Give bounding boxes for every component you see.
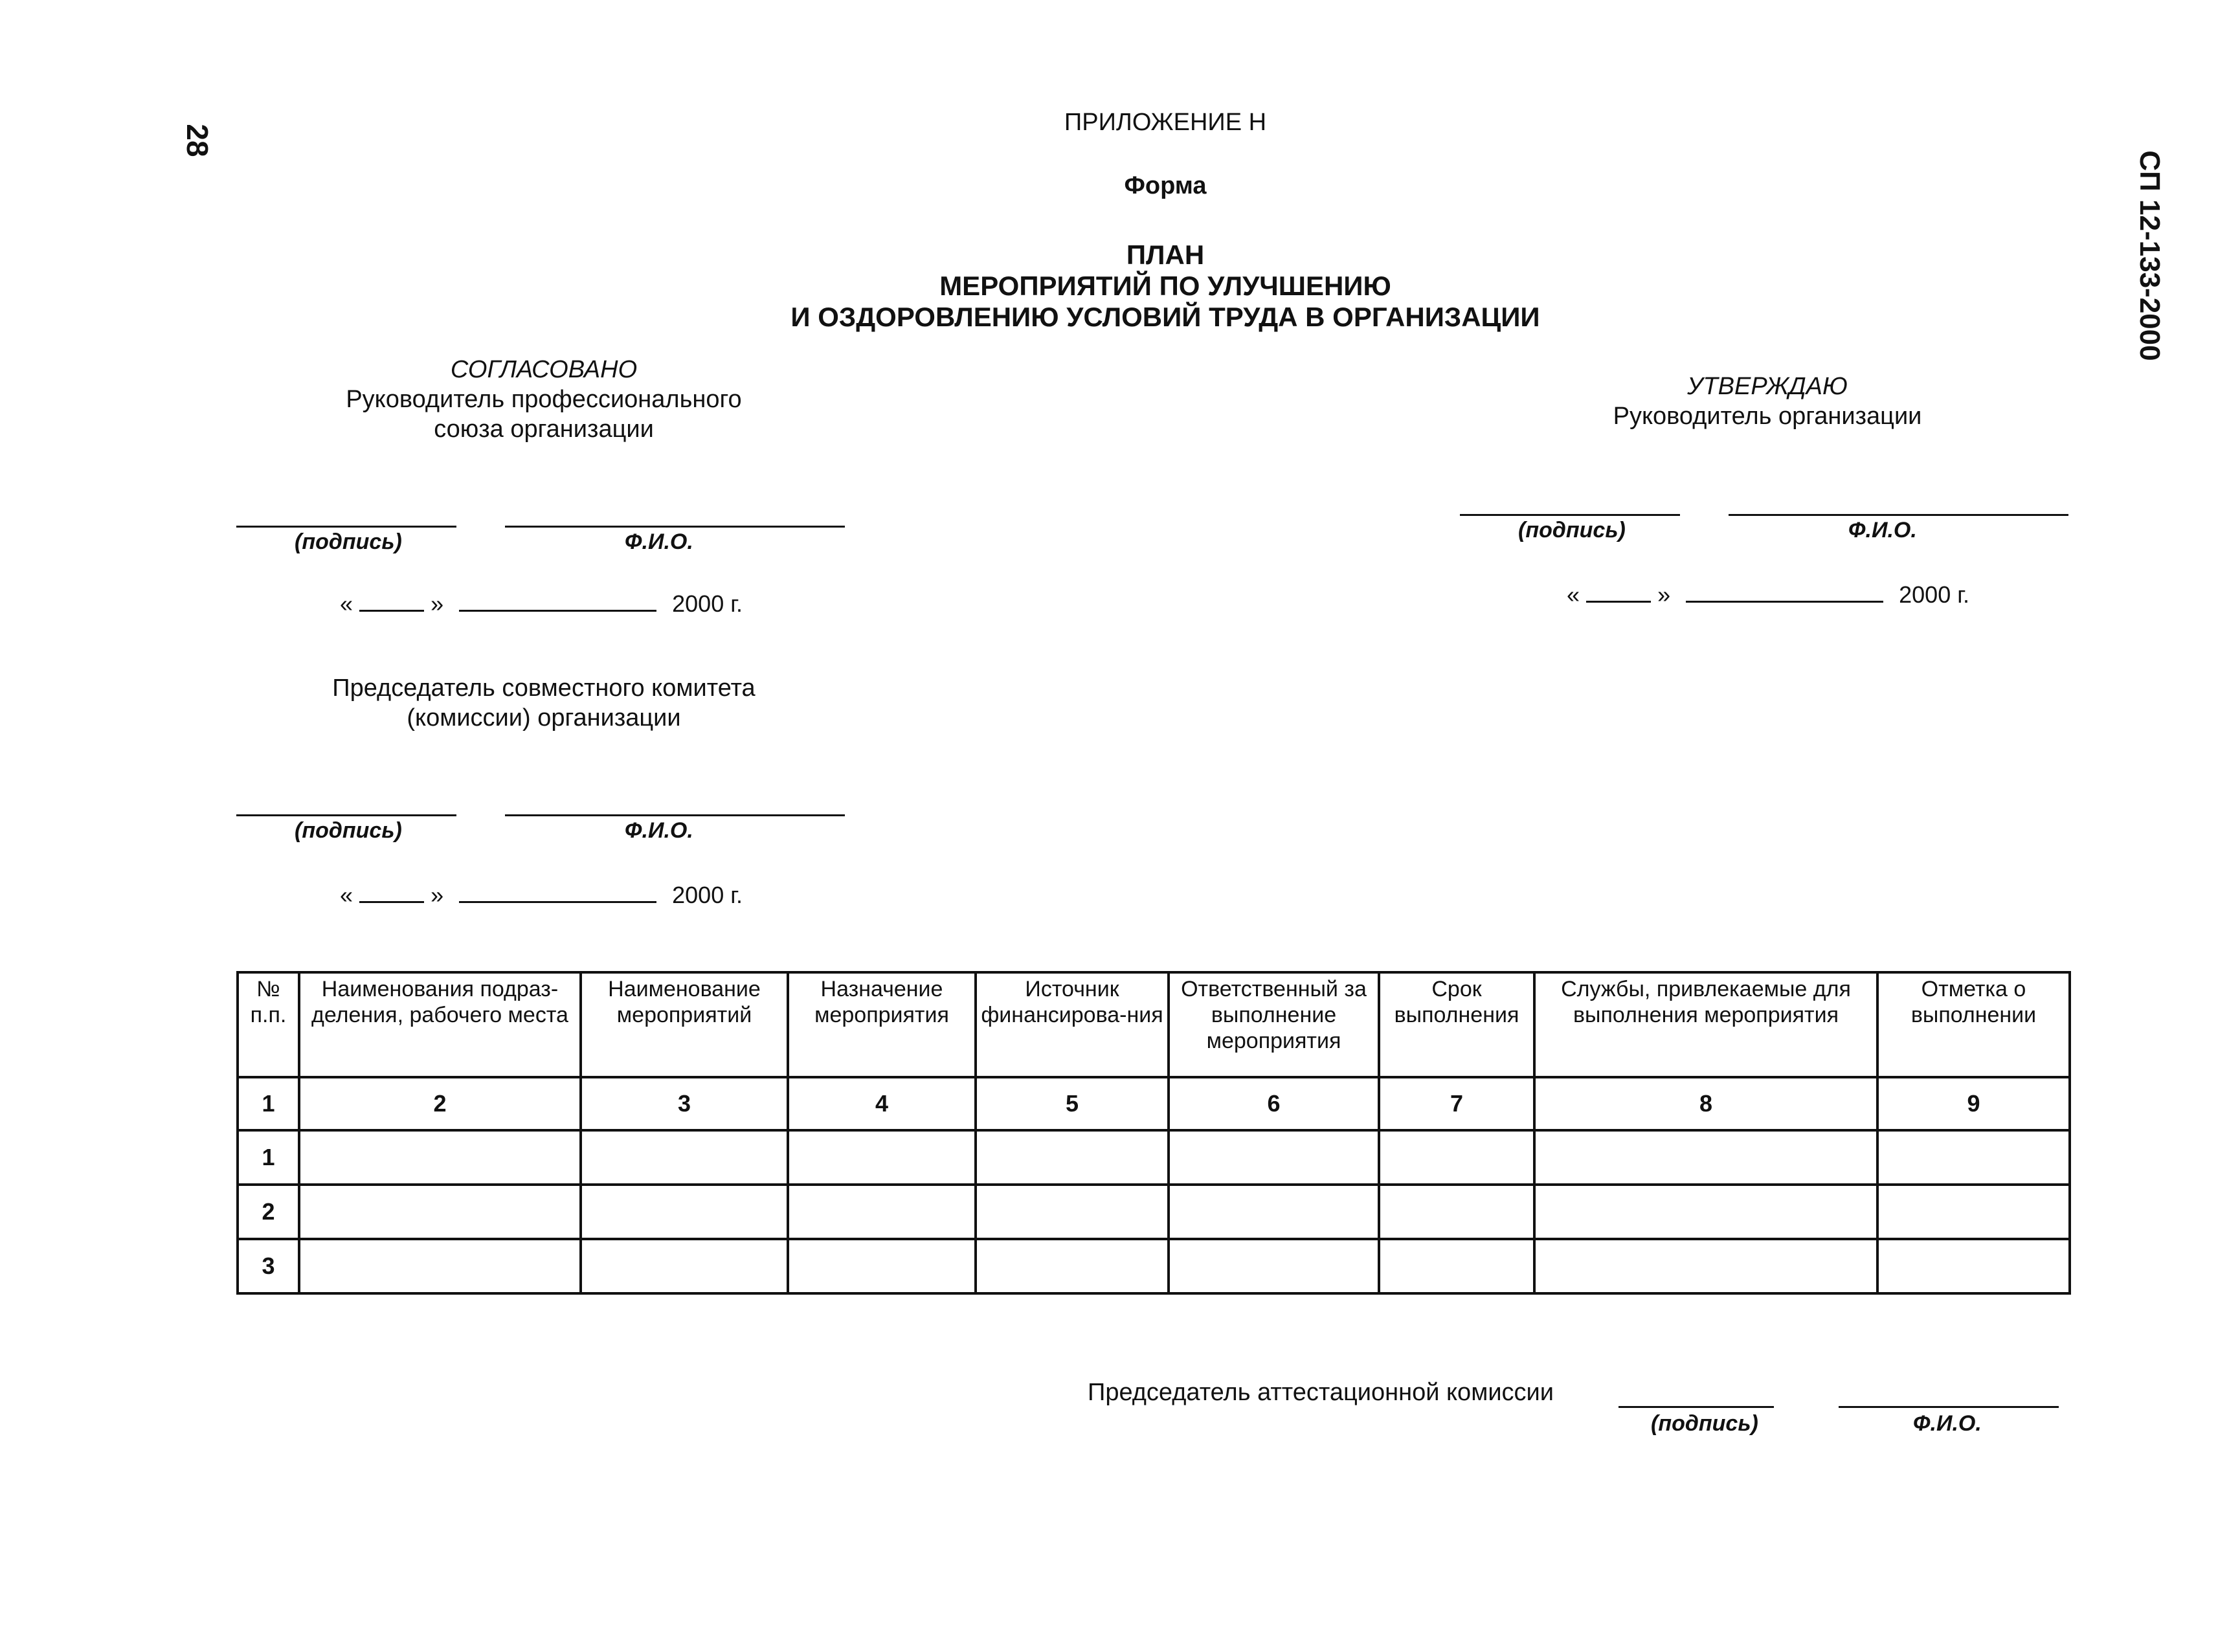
table-cell[interactable]: 1	[238, 1130, 299, 1185]
approved-block	[1508, 372, 2026, 431]
table-cell[interactable]	[581, 1185, 788, 1239]
column-number: 6	[1169, 1077, 1379, 1130]
header-cell-subdivision: Наименования подраз-деления, рабочего места	[299, 972, 581, 1077]
document-code: СП 12-133-2000	[2134, 150, 2166, 361]
table-cell[interactable]	[299, 1130, 581, 1185]
footer-signature-caption: (подпись)	[1651, 1411, 1758, 1436]
table-cell[interactable]	[1877, 1130, 2070, 1185]
footer-name-caption: Ф.И.О.	[1913, 1411, 1982, 1436]
month-blank	[1686, 601, 1883, 603]
day-blank	[359, 610, 424, 612]
footer-signature-line	[1619, 1406, 1774, 1408]
table-cell[interactable]	[1534, 1185, 1877, 1239]
table-cell[interactable]	[1169, 1185, 1379, 1239]
header-cell-services: Службы, привлекаемые для выполнения мероприятия	[1534, 972, 1877, 1077]
day-blank	[359, 901, 424, 903]
table-cell[interactable]: 3	[238, 1239, 299, 1293]
table-cell[interactable]	[976, 1185, 1169, 1239]
agreed-role-line-1: Руководитель профессионального	[346, 386, 742, 413]
header-cell-deadline: Срок выполнения	[1379, 972, 1534, 1077]
header-cell-measures: Наименование мероприятий	[581, 972, 788, 1077]
header-cell-purpose: Назначение мероприятия	[788, 972, 976, 1077]
header-cell-number: № п.п.	[238, 972, 299, 1077]
approved-role: Руководитель организации	[1613, 403, 1922, 430]
date-year: 2000 г.	[1899, 581, 1969, 608]
header-row	[238, 972, 2070, 1077]
committee-role-line-2: (комиссии) организации	[407, 704, 681, 731]
form-label: Форма	[1124, 172, 1207, 199]
table-row	[238, 1239, 2070, 1293]
table-cell[interactable]: 2	[238, 1185, 299, 1239]
appendix-label: ПРИЛОЖЕНИЕ Н	[1064, 109, 1267, 136]
committee-block	[285, 673, 803, 733]
column-number: 5	[976, 1077, 1169, 1130]
date-year: 2000 г.	[672, 590, 743, 617]
day-blank	[1586, 601, 1651, 603]
date-close-quote: »	[431, 590, 444, 617]
date-open-quote: «	[340, 590, 353, 617]
approved-heading: УТВЕРЖДАЮ	[1687, 373, 1848, 400]
title-line-3: И ОЗДОРОВЛЕНИЮ УСЛОВИЙ ТРУДА В ОРГАНИЗАЦИИ	[790, 302, 1540, 332]
header-cell-completion-mark: Отметка о выполнении	[1877, 972, 2070, 1077]
column-number: 3	[581, 1077, 788, 1130]
agreed-signature-line	[236, 526, 456, 528]
column-number-row	[238, 1077, 2070, 1130]
table-cell[interactable]	[581, 1239, 788, 1293]
approved-name-caption: Ф.И.О.	[1848, 518, 1917, 542]
title-line-1: ПЛАН	[1126, 240, 1205, 270]
table-cell[interactable]	[976, 1239, 1169, 1293]
plan-table	[236, 971, 2071, 1295]
column-number: 2	[299, 1077, 581, 1130]
header-cell-funding: Источник финансирова-ния	[976, 972, 1169, 1077]
table-cell[interactable]	[976, 1130, 1169, 1185]
month-blank	[459, 901, 656, 903]
table-row	[238, 1185, 2070, 1239]
agreed-name-caption: Ф.И.О.	[625, 530, 693, 554]
footer-name-line	[1839, 1406, 2059, 1408]
page-number: 28	[181, 124, 214, 157]
table-cell[interactable]	[1877, 1185, 2070, 1239]
table-cell[interactable]	[1877, 1239, 2070, 1293]
agreed-role-line-2: союза организации	[434, 416, 654, 443]
table-cell[interactable]	[1169, 1239, 1379, 1293]
agreed-name-line	[505, 526, 845, 528]
table-cell[interactable]	[1379, 1185, 1534, 1239]
committee-role-line-1: Председатель совместного комитета	[332, 675, 756, 702]
agreed-heading: СОГЛАСОВАНО	[450, 356, 638, 383]
header-cell-responsible: Ответственный за выполнение мероприятия	[1169, 972, 1379, 1077]
table-cell[interactable]	[788, 1239, 976, 1293]
column-number: 8	[1534, 1077, 1877, 1130]
approved-signature-caption: (подпись)	[1518, 518, 1626, 542]
date-year: 2000 г.	[672, 882, 743, 908]
footer-label: Председатель аттестационной комиссии	[1088, 1379, 1554, 1406]
table-cell[interactable]	[299, 1185, 581, 1239]
table-cell[interactable]	[1534, 1130, 1877, 1185]
table-row	[238, 1130, 2070, 1185]
committee-signature-caption: (подпись)	[295, 818, 402, 843]
approved-date	[1567, 581, 1969, 608]
approved-signature-line	[1460, 514, 1680, 516]
agreed-block	[285, 355, 803, 444]
table-cell[interactable]	[299, 1239, 581, 1293]
date-open-quote: «	[1567, 581, 1580, 608]
approved-name-line	[1729, 514, 2068, 516]
date-close-quote: »	[1657, 581, 1671, 608]
agreed-signature-caption: (подпись)	[295, 530, 402, 554]
agreed-date	[340, 590, 743, 618]
committee-name-line	[505, 814, 845, 816]
column-number: 4	[788, 1077, 976, 1130]
table-cell[interactable]	[1379, 1239, 1534, 1293]
column-number: 7	[1379, 1077, 1534, 1130]
table-cell[interactable]	[1169, 1130, 1379, 1185]
table-cell[interactable]	[788, 1185, 976, 1239]
title-line-2: МЕРОПРИЯТИЙ ПО УЛУЧШЕНИЮ	[939, 271, 1391, 301]
committee-date	[340, 882, 743, 909]
committee-name-caption: Ф.И.О.	[625, 818, 693, 843]
table-cell[interactable]	[581, 1130, 788, 1185]
table-cell[interactable]	[1379, 1130, 1534, 1185]
column-number: 9	[1877, 1077, 2070, 1130]
column-number: 1	[238, 1077, 299, 1130]
date-close-quote: »	[431, 882, 444, 908]
table-cell[interactable]	[1534, 1239, 1877, 1293]
committee-signature-line	[236, 814, 456, 816]
month-blank	[459, 610, 656, 612]
table-cell[interactable]	[788, 1130, 976, 1185]
plan-title	[647, 240, 1683, 333]
date-open-quote: «	[340, 882, 353, 908]
